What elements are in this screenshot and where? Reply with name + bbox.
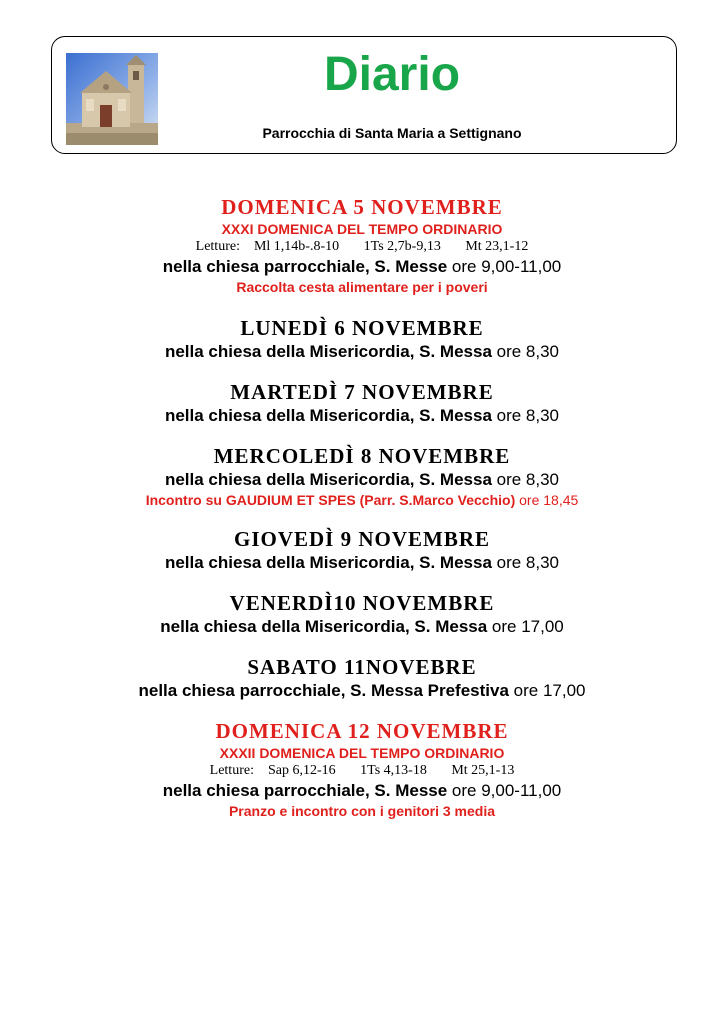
- mass-time: ore 9,00-11,00: [447, 257, 562, 276]
- mass-place: nella chiesa parrocchiale, S. Messe: [162, 257, 448, 276]
- day-heading: DOMENICA 12 NOVEMBRE: [215, 719, 509, 743]
- mass-line: [0, 469, 724, 491]
- day-block-wednesday-8: [0, 443, 724, 510]
- event-note-text: Incontro su GAUDIUM ET SPES (Parr. S.Marco Vecchio): [145, 492, 516, 508]
- church-painting-icon: [66, 53, 158, 145]
- mass-place: nella chiesa della Misericordia, S. Messa: [160, 617, 488, 636]
- mass-place: nella chiesa parrocchiale, S. Messa Prefestiva: [138, 681, 509, 700]
- schedule: [0, 194, 724, 837]
- mass-line: [0, 680, 724, 702]
- mass-line: [0, 341, 724, 363]
- mass-time: ore 8,30: [491, 406, 560, 425]
- mass-line: [0, 780, 724, 802]
- event-note: Raccolta cesta alimentare per i poveri: [236, 279, 488, 295]
- day-heading: GIOVEDÌ 9 NOVEMBRE: [233, 527, 491, 551]
- mass-place: nella chiesa della Misericordia, S. Messa: [164, 406, 492, 425]
- day-heading: LUNEDÌ 6 NOVEMBRE: [240, 316, 484, 340]
- parish-subtitle: Parrocchia di Santa Maria a Settignano: [262, 125, 522, 141]
- mass-place: nella chiesa parrocchiale, S. Messe: [162, 781, 448, 800]
- event-note: [0, 491, 724, 510]
- day-block-thursday-9: [0, 526, 724, 574]
- header-box: [51, 36, 677, 154]
- day-block-friday-10: [0, 590, 724, 638]
- liturgy-title: XXXI DOMENICA DEL TEMPO ORDINARIO: [221, 221, 503, 237]
- day-heading: VENERDÌ10 NOVEMBRE: [229, 591, 495, 615]
- mass-time: ore 8,30: [491, 553, 560, 572]
- readings: Letture: Ml 1,14b-.8-10 1Ts 2,7b-9,13 Mt 23,1-12: [195, 239, 529, 254]
- day-heading: SABATO 11NOVEBRE: [247, 655, 477, 679]
- mass-time: ore 8,30: [491, 342, 560, 361]
- mass-line: [0, 616, 724, 638]
- event-note: Pranzo e incontro con i genitori 3 media: [228, 803, 496, 819]
- day-heading: MERCOLEDÌ 8 NOVEMBRE: [213, 444, 511, 468]
- mass-time: ore 9,00-11,00: [447, 781, 562, 800]
- mass-line: [0, 256, 724, 278]
- day-block-sunday-5: [0, 194, 724, 297]
- mass-place: nella chiesa della Misericordia, S. Messa: [164, 553, 492, 572]
- mass-line: [0, 552, 724, 574]
- liturgy-title: XXXII DOMENICA DEL TEMPO ORDINARIO: [219, 745, 505, 761]
- day-block-monday-6: [0, 315, 724, 363]
- page-title: Diario: [323, 48, 461, 101]
- mass-time: ore 17,00: [508, 681, 586, 700]
- readings: Letture: Sap 6,12-16 1Ts 4,13-18 Mt 25,1-13: [209, 763, 515, 778]
- day-heading: MARTEDÌ 7 NOVEMBRE: [230, 380, 494, 404]
- mass-place: nella chiesa della Misericordia, S. Messa: [164, 342, 492, 361]
- mass-time: ore 8,30: [491, 470, 560, 489]
- day-block-saturday-11: [0, 654, 724, 702]
- mass-time: ore 17,00: [487, 617, 564, 636]
- event-note-time: ore 18,45: [515, 492, 579, 508]
- day-block-tuesday-7: [0, 379, 724, 427]
- mass-place: nella chiesa della Misericordia, S. Messa: [164, 470, 492, 489]
- day-block-sunday-12: [0, 718, 724, 821]
- day-heading: DOMENICA 5 NOVEMBRE: [221, 195, 503, 219]
- mass-line: [0, 405, 724, 427]
